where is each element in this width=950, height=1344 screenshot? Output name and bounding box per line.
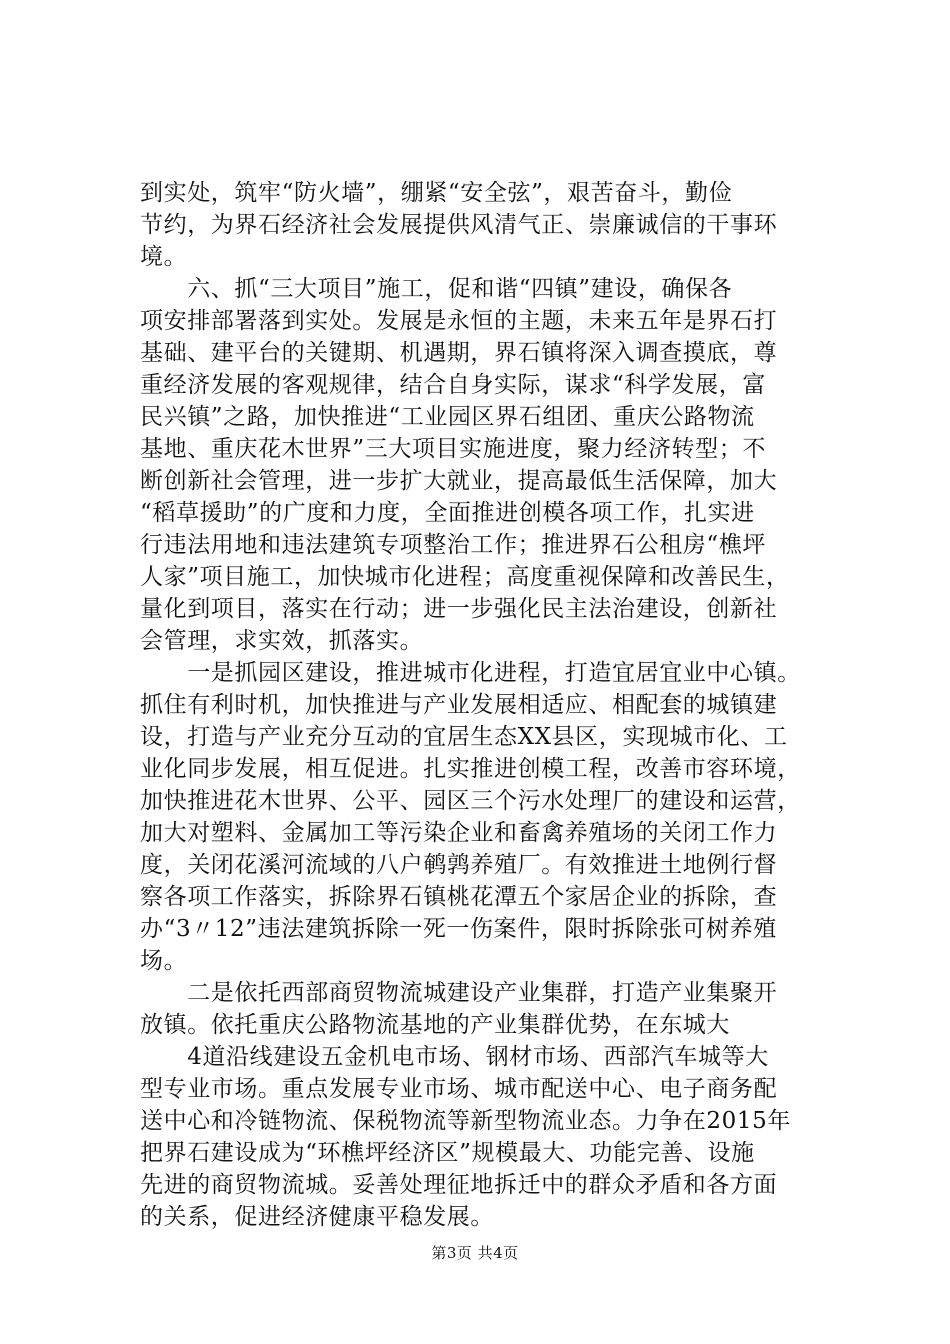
text-line: 基地、重庆花木世界”三大项目实施进度，聚力经济转型；不 bbox=[140, 436, 766, 462]
text-line: 境。 bbox=[140, 244, 188, 270]
text-line: 场。 bbox=[140, 948, 188, 974]
text-line: “稻草援助”的广度和力度，全面推进创模各项工作，扎实进 bbox=[140, 500, 755, 526]
text-line: 人家”项目施工，加快城市化进程；高度重视保障和改善民生， bbox=[140, 564, 790, 590]
text-line: 会管理，求实效，抓落实。 bbox=[140, 628, 424, 654]
text-line: 先进的商贸物流城。妥善处理征地拆迁中的群众矛盾和各方面 bbox=[140, 1172, 778, 1198]
text-line: 业化同步发展，相互促进。扎实推进创模工程，改善市容环境， bbox=[140, 756, 801, 782]
text-line: 4道沿线建设五金机电市场、钢材市场、西部汽车城等大 bbox=[140, 1044, 769, 1070]
page-number-footer: 第3页 共4页 bbox=[431, 1244, 519, 1262]
text-line: 节约，为界石经济社会发展提供风清气正、崇廉诚信的干事环 bbox=[140, 212, 778, 238]
text-line: 放镇。依托重庆公路物流基地的产业集群优势，在东城大 bbox=[140, 1012, 730, 1038]
text-line: 量化到项目，落实在行动；进一步强化民主法治建设，创新社 bbox=[140, 596, 778, 622]
text-line: 度，关闭花溪河流域的八户鹌鹑养殖厂。有效推进土地例行督 bbox=[140, 852, 778, 878]
text-line: 断创新社会管理，进一步扩大就业，提高最低生活保障，加大 bbox=[140, 468, 778, 494]
text-line: 送中心和冷链物流、保税物流等新型物流业态。力争在2015年 bbox=[140, 1108, 791, 1134]
text-line: 设，打造与产业充分互动的宜居生态XX县区，实现城市化、工 bbox=[140, 724, 788, 750]
text-line: 加大对塑料、金属加工等污染企业和畜禽养殖场的关闭工作力 bbox=[140, 820, 778, 846]
text-line: 民兴镇”之路，加快推进“工业园区界石组团、重庆公路物流 bbox=[140, 404, 755, 430]
text-line: 基础、建平台的关键期、机遇期，界石镇将深入调查摸底，尊 bbox=[140, 340, 778, 366]
text-line: 办“3〃12”违法建筑拆除一死一伤案件，限时拆除张可树养殖 bbox=[140, 916, 777, 942]
text-line: 行违法用地和违法建筑专项整治工作；推进界石公租房“樵坪 bbox=[140, 532, 766, 558]
text-line: 抓住有利时机，加快推进与产业发展相适应、相配套的城镇建 bbox=[140, 692, 778, 718]
text-line: 一是抓园区建设，推进城市化进程，打造宜居宜业中心镇。 bbox=[140, 660, 801, 686]
text-line: 六、抓“三大项目”施工，促和谐“四镇”建设，确保各 bbox=[140, 276, 733, 302]
text-line: 察各项工作落实，拆除界石镇桃花潭五个家居企业的拆除，查 bbox=[140, 884, 778, 910]
text-line: 型专业市场。重点发展专业市场、城市配送中心、电子商务配 bbox=[140, 1076, 778, 1102]
text-line: 到实处，筑牢“防火墙”，绷紧“安全弦”，艰苦奋斗，勤俭 bbox=[140, 180, 733, 206]
text-line: 把界石建设成为“环樵坪经济区”规模最大、功能完善、设施 bbox=[140, 1140, 755, 1166]
text-line: 重经济发展的客观规律，结合自身实际，谋求“科学发展，富 bbox=[140, 372, 766, 398]
text-line: 的关系，促进经济健康平稳发展。 bbox=[140, 1204, 494, 1230]
text-line: 项安排部署落到实处。发展是永恒的主题，未来五年是界石打 bbox=[140, 308, 778, 334]
text-line: 加快推进花木世界、公平、园区三个污水处理厂的建设和运营， bbox=[140, 788, 801, 814]
text-line: 二是依托西部商贸物流城建设产业集群，打造产业集聚开 bbox=[140, 980, 778, 1006]
